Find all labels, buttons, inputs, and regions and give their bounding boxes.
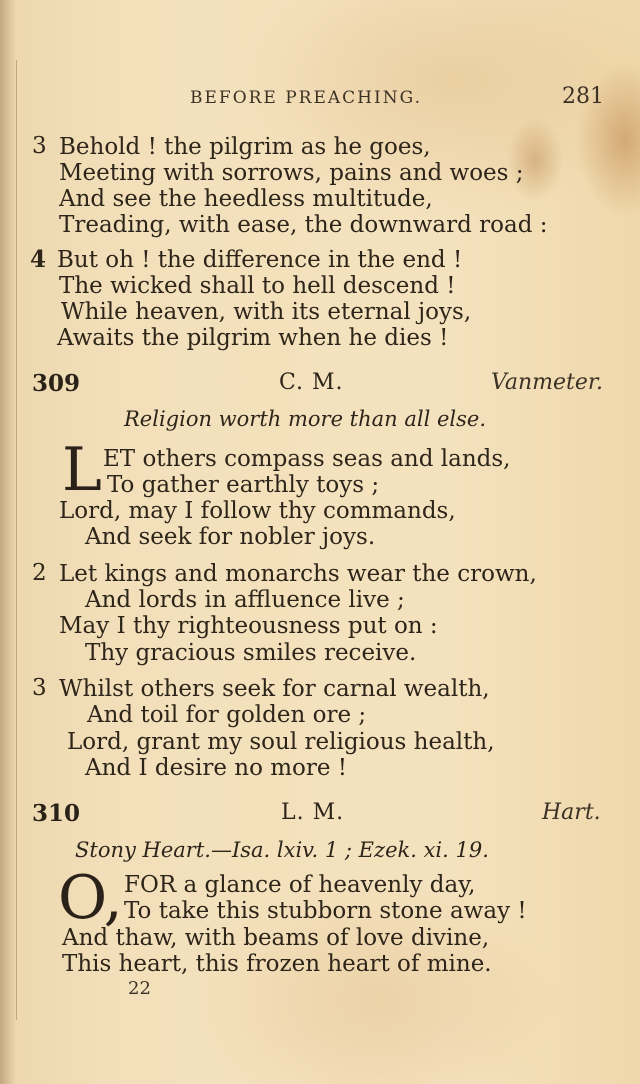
- verse-line: Lord, grant my soul religious health,: [67, 729, 495, 755]
- verse-line: Thy gracious smiles receive.: [85, 640, 417, 666]
- tune-name: Vanmeter.: [491, 370, 603, 395]
- verse-line: And lords in affluence live ;: [85, 587, 405, 613]
- hymn-meter: L. M.: [281, 800, 345, 825]
- verse-line: ET others compass seas and lands,: [103, 446, 511, 472]
- verse-line: Treading, with ease, the downward road :: [59, 212, 548, 238]
- verse-line: Awaits the pilgrim when he dies !: [57, 325, 449, 351]
- page-number: 281: [562, 84, 604, 109]
- hymn-number: 309: [32, 370, 81, 397]
- verse-line: This heart, this frozen heart of mine.: [62, 951, 492, 977]
- verse-number: 4: [30, 246, 47, 273]
- verse-line: Lord, may I follow thy commands,: [59, 498, 456, 524]
- tune-name: Hart.: [542, 800, 601, 825]
- hymn-subject: Stony Heart.—Isa. lxiv. 1 ; Ezek. xi. 19.: [75, 838, 489, 862]
- verse-line: While heaven, with its eternal joys,: [61, 299, 472, 325]
- drop-cap: L: [62, 435, 102, 505]
- verse-line: Behold ! the pilgrim as he goes,: [59, 134, 431, 160]
- signature-mark: 22: [128, 978, 151, 999]
- verse-line: And see the heedless multitude,: [59, 186, 433, 212]
- page-gutter-shadow: [0, 0, 16, 1084]
- verse-line: But oh ! the difference in the end !: [57, 247, 463, 273]
- verse-number: 2: [32, 560, 47, 586]
- hymn-number: 310: [32, 800, 81, 827]
- hymn-subject: Religion worth more than all else.: [124, 407, 487, 431]
- verse-line: May I thy righteousness put on :: [59, 613, 438, 639]
- verse-number: 3: [32, 133, 47, 159]
- verse-line: FOR a glance of heavenly day,: [124, 872, 476, 898]
- verse-number: 3: [32, 675, 47, 701]
- drop-cap: O,: [58, 863, 123, 933]
- verse-line: To take this stubborn stone away !: [124, 898, 527, 924]
- verse-line: Let kings and monarchs wear the crown,: [59, 561, 537, 587]
- verse-line: Whilst others seek for carnal wealth,: [59, 676, 490, 702]
- verse-line: And I desire no more !: [85, 755, 348, 781]
- verse-line: To gather earthly toys ;: [107, 472, 380, 498]
- verse-line: And seek for nobler joys.: [85, 524, 376, 550]
- verse-line: And thaw, with beams of love divine,: [62, 925, 490, 951]
- running-head: BEFORE PREACHING.: [190, 88, 422, 108]
- page-edge-line: [16, 60, 17, 1020]
- verse-line: Meeting with sorrows, pains and woes ;: [59, 160, 524, 186]
- hymn-meter: C. M.: [279, 370, 344, 395]
- verse-line: The wicked shall to hell descend !: [59, 273, 456, 299]
- verse-line: And toil for golden ore ;: [87, 702, 367, 728]
